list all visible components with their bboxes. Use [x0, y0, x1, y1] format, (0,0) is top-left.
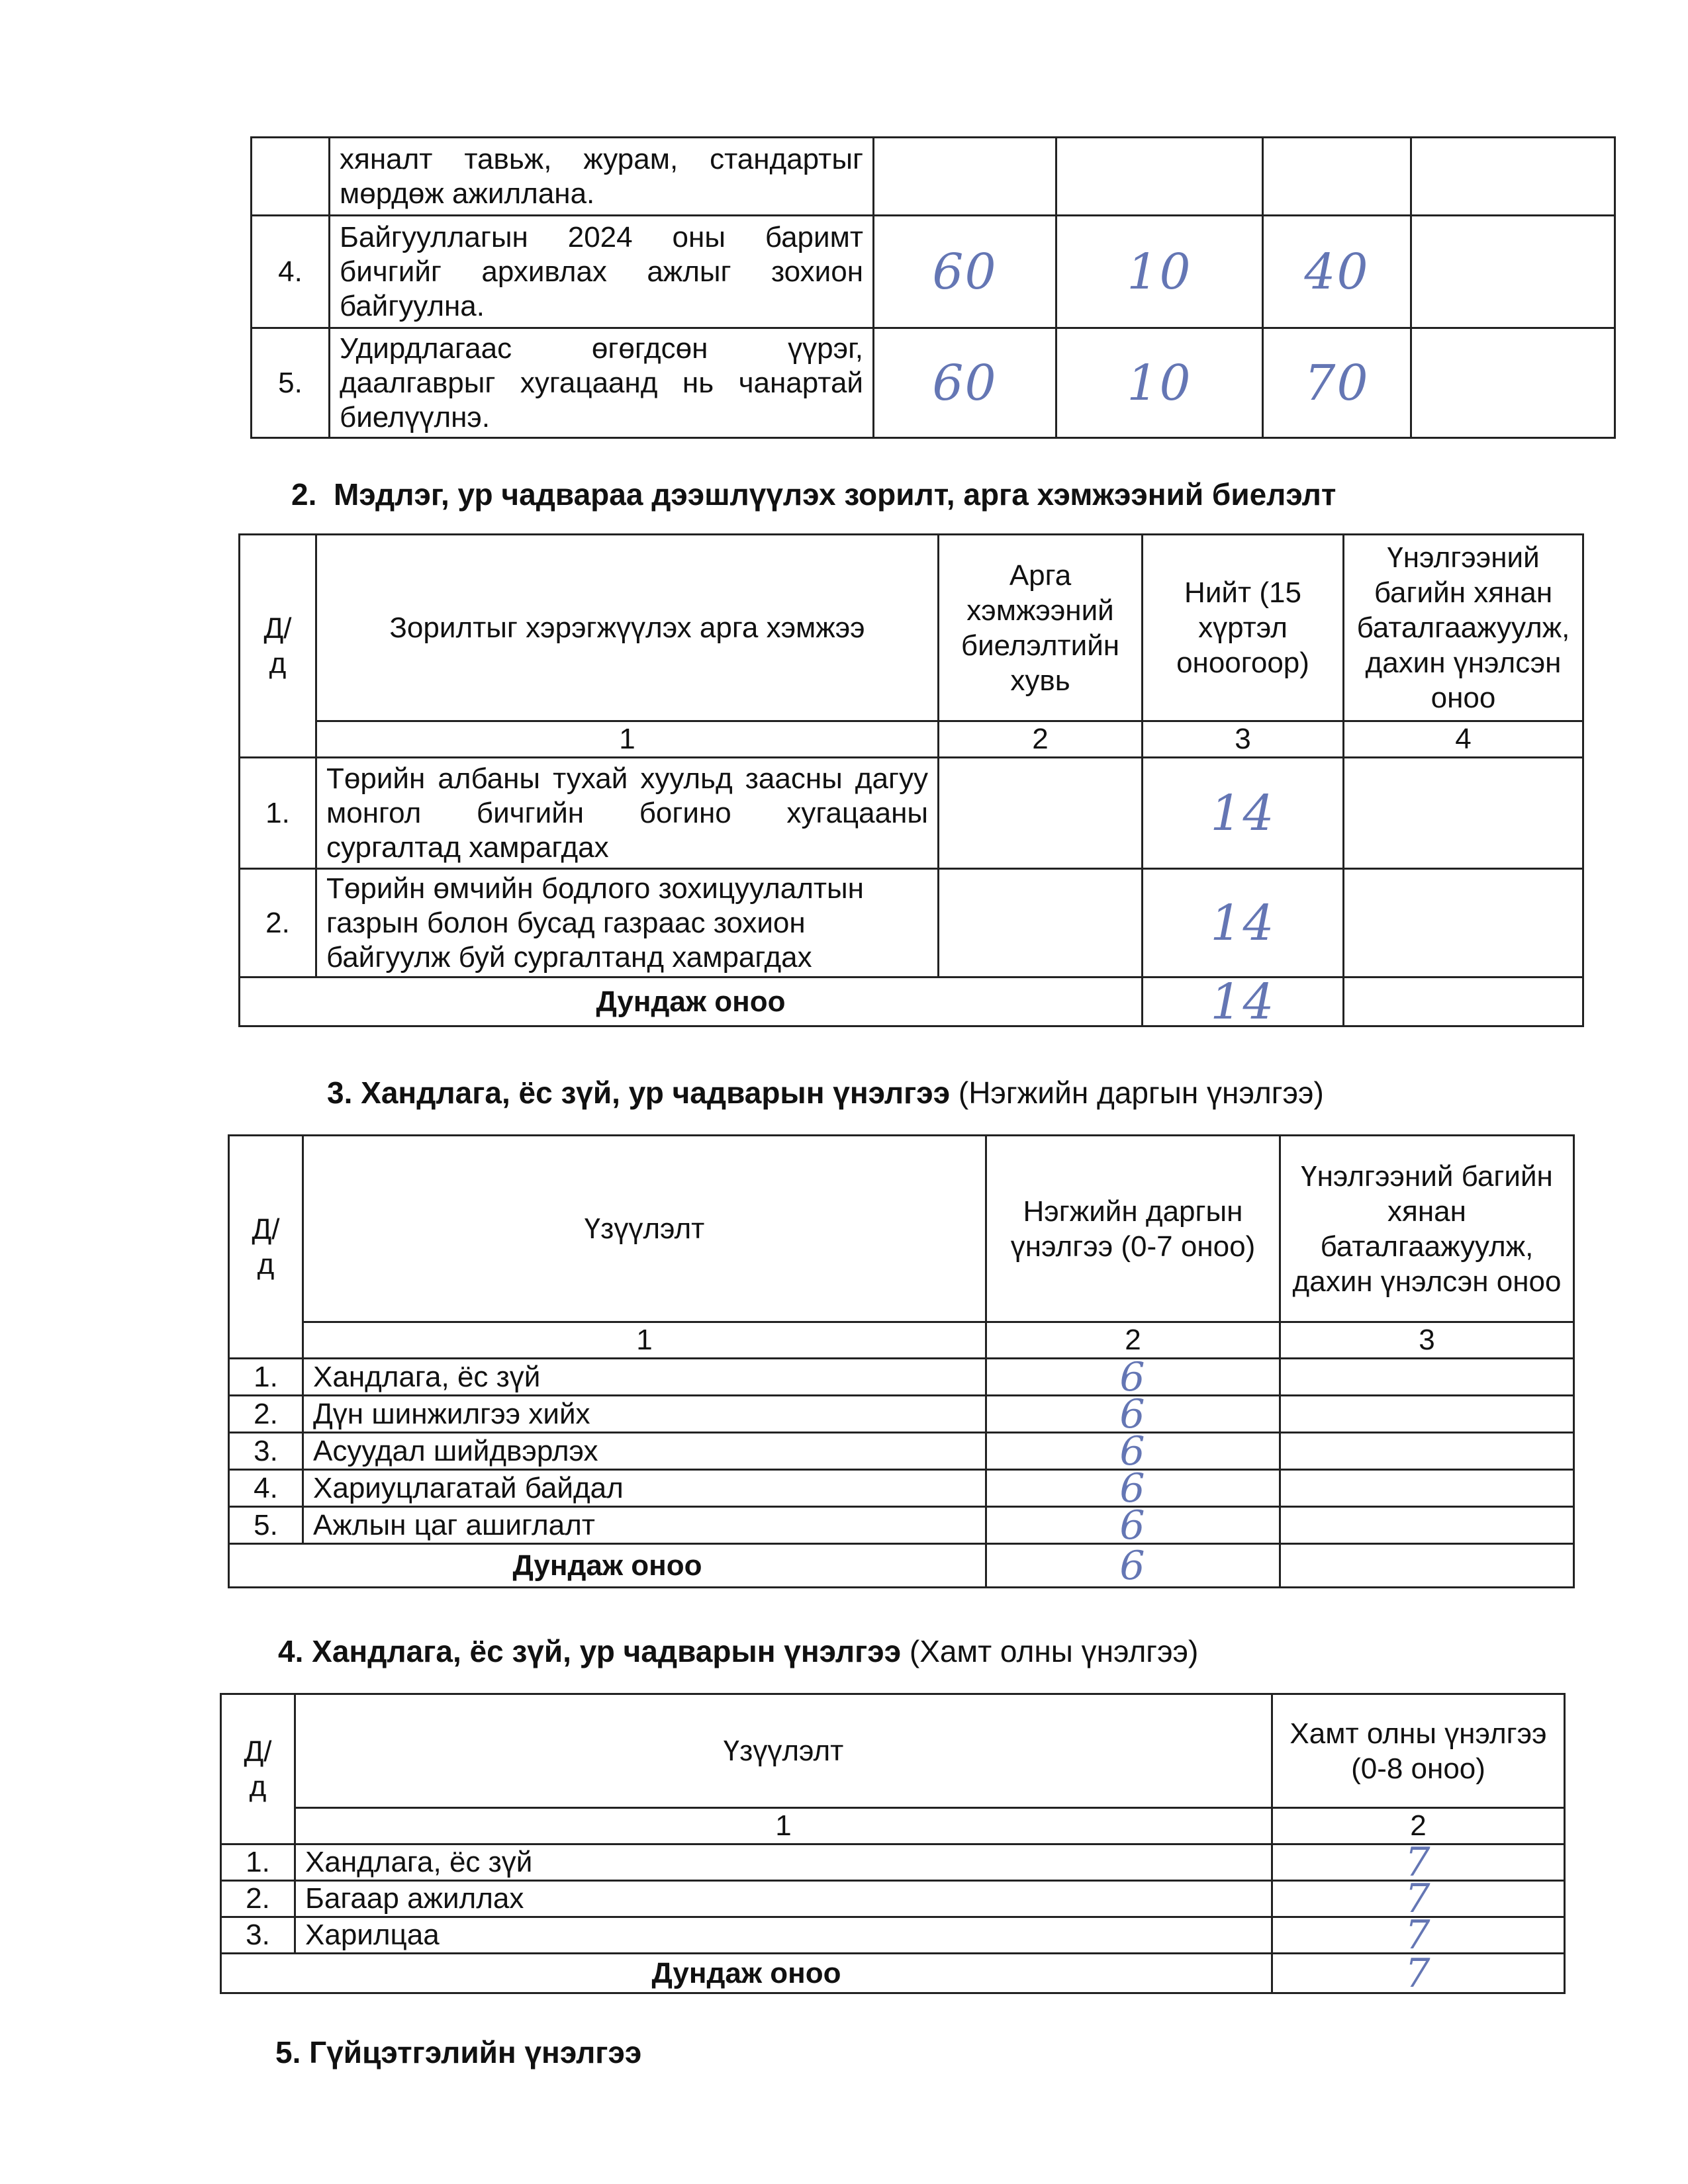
handwritten-average: 7: [1272, 1954, 1565, 1993]
table-row: [221, 1844, 1565, 1881]
handwritten-score: 60: [874, 328, 1056, 438]
goals-table-continued: [250, 136, 1616, 439]
handwritten-score: 6: [986, 1396, 1280, 1433]
header-row: [221, 1694, 1565, 1808]
handwritten-score: 10: [1056, 328, 1263, 438]
col-header-measure: Зорилтыг хэрэгжүүлэх арга хэмжээ: [316, 535, 939, 721]
section-2-title: Мэдлэг, ур чадвараа дээшлүүлэх зорилт, арга хэмжээний биелэлт: [333, 477, 1336, 512]
indicator-text: Ажлын цаг ашиглалт: [303, 1507, 986, 1544]
score-cell: [1056, 138, 1263, 216]
handwritten-score: 6: [986, 1359, 1280, 1396]
handwritten-score: 14: [1143, 869, 1344, 978]
table-row: [229, 1396, 1574, 1433]
average-row: [221, 1954, 1565, 1993]
average-label: Дундаж оноо: [240, 978, 1143, 1026]
indicator-text: Хариуцлагатай байдал: [303, 1470, 986, 1507]
row-number: 3.: [229, 1433, 303, 1470]
col-index: 1: [303, 1322, 986, 1359]
empty-cell: [1344, 978, 1583, 1026]
col-index: 3: [1280, 1322, 1574, 1359]
indicator-text: Хандлага, ёс зүй: [295, 1844, 1272, 1881]
col-header-indicator: Үзүүлэлт: [295, 1694, 1272, 1808]
handwritten-score: 14: [1143, 758, 1344, 869]
col-index: 3: [1143, 721, 1344, 758]
handwritten-score: 7: [1272, 1917, 1565, 1954]
col-index: 4: [1344, 721, 1583, 758]
goal-text: Байгууллагын 2024 оны баримт бичгийг архивлах ажлыг зохион байгуулна.: [330, 216, 874, 328]
handwritten-score: 7: [1272, 1844, 1565, 1881]
table-row: [240, 758, 1583, 869]
goal-text: Удирдлагаас өгөгдсөн үүрэг, даалгаврыг хугацаанд нь чанартай биелүүлнэ.: [330, 328, 874, 438]
col-header-dd: Д/ д: [221, 1694, 295, 1844]
handwritten-score: 10: [1056, 216, 1263, 328]
team-score-cell: [1344, 869, 1583, 978]
supervisor-evaluation-table: [228, 1134, 1575, 1588]
section-5-title: 5. Гүйцэтгэлийн үнэлгээ: [275, 2035, 642, 2070]
index-row: [221, 1808, 1565, 1844]
measure-text: Төрийн албаны тухай хуульд заасны дагуу монгол бичгийн богино хугацааны сургалтад хамрагдах: [316, 758, 939, 869]
table-row: [229, 1507, 1574, 1544]
empty-cell: [1411, 216, 1615, 328]
indicator-text: Дүн шинжилгээ хийх: [303, 1396, 986, 1433]
col-header-percent: Арга хэмжээний биелэлтийн хувь: [939, 535, 1143, 721]
row-number: 1.: [229, 1359, 303, 1396]
col-index: 2: [939, 721, 1143, 758]
index-row: [240, 721, 1583, 758]
average-label: Дундаж оноо: [229, 1544, 986, 1588]
table-row: [252, 138, 1615, 216]
section-2-heading: [291, 477, 1336, 512]
handwritten-score: 70: [1263, 328, 1411, 438]
row-number: 1.: [221, 1844, 295, 1881]
index-row: [229, 1322, 1574, 1359]
team-score-cell: [1344, 758, 1583, 869]
header-row: [240, 535, 1583, 721]
table-row: [221, 1917, 1565, 1954]
goal-text: хяналт тавьж, журам, стандартыг мөрдөж ажиллана.: [330, 138, 874, 216]
section-3-heading: [327, 1075, 1324, 1111]
handwritten-score: 60: [874, 216, 1056, 328]
handwritten-score: 6: [986, 1507, 1280, 1544]
section-3-note: (Нэгжийн даргын үнэлгээ): [958, 1075, 1324, 1110]
indicator-text: Хандлага, ёс зүй: [303, 1359, 986, 1396]
indicator-text: Харилцаа: [295, 1917, 1272, 1954]
average-row: [240, 978, 1583, 1026]
score-cell: [1263, 138, 1411, 216]
row-number: 5.: [229, 1507, 303, 1544]
empty-cell: [1280, 1359, 1574, 1396]
table-row: [221, 1881, 1565, 1917]
row-number: 1.: [240, 758, 316, 869]
row-number: 2.: [229, 1396, 303, 1433]
col-header-indicator: Үзүүлэлт: [303, 1136, 986, 1322]
handwritten-average: 6: [986, 1544, 1280, 1588]
row-number: [252, 138, 330, 216]
row-number: 4.: [252, 216, 330, 328]
table-row: [252, 216, 1615, 328]
col-header-team: Хамт олны үнэлгээ (0-8 оноо): [1272, 1694, 1565, 1808]
percent-cell: [939, 758, 1143, 869]
handwritten-score: 40: [1263, 216, 1411, 328]
section-2-number: 2.: [291, 477, 317, 512]
col-header-team-score: Үнэлгээний багийн хянан баталгаажуулж, дахин үнэлсэн оноо: [1344, 535, 1583, 721]
knowledge-table: [238, 533, 1584, 1030]
empty-cell: [1280, 1544, 1574, 1588]
indicator-text: Багаар ажиллах: [295, 1881, 1272, 1917]
table-row: [252, 328, 1615, 438]
table-row: [240, 869, 1583, 978]
empty-cell: [1280, 1396, 1574, 1433]
average-label: Дундаж оноо: [221, 1954, 1272, 1993]
col-header-dd: Д/ д: [240, 535, 316, 758]
col-index: 2: [1272, 1808, 1565, 1844]
col-index: 2: [986, 1322, 1280, 1359]
row-number: 5.: [252, 328, 330, 438]
measure-text: Төрийн өмчийн бодлого зохицуулалтын газрын болон бусад газраас зохион байгуулж буй сургалтанд хамрагдах: [316, 869, 939, 978]
handwritten-score: 6: [986, 1433, 1280, 1470]
percent-cell: [939, 869, 1143, 978]
table-row: [229, 1470, 1574, 1507]
score-cell: [874, 138, 1056, 216]
header-row: [229, 1136, 1574, 1322]
empty-cell: [1411, 328, 1615, 438]
col-index: 1: [316, 721, 939, 758]
row-number: 2.: [240, 869, 316, 978]
handwritten-average: 14: [1143, 978, 1344, 1026]
col-index: 1: [295, 1808, 1272, 1844]
table-row: [229, 1359, 1574, 1396]
col-header-total: Нийт (15 хүртэл оноогоор): [1143, 535, 1344, 721]
empty-cell: [1280, 1470, 1574, 1507]
empty-cell: [1411, 138, 1615, 216]
section-4-heading: [278, 1633, 1198, 1669]
col-header-dd: Д/ д: [229, 1136, 303, 1359]
indicator-text: Асуудал шийдвэрлэх: [303, 1433, 986, 1470]
average-row: [229, 1544, 1574, 1588]
row-number: 4.: [229, 1470, 303, 1507]
section-3-title: 3. Хандлага, ёс зүй, ур чадварын үнэлгээ: [327, 1075, 951, 1110]
handwritten-score: 6: [986, 1470, 1280, 1507]
row-number: 2.: [221, 1881, 295, 1917]
table-row: [229, 1433, 1574, 1470]
section-4-title: 4. Хандлага, ёс зүй, ур чадварын үнэлгээ: [278, 1634, 902, 1668]
section-5-heading: [275, 2034, 641, 2070]
row-number: 3.: [221, 1917, 295, 1954]
col-header-team-score: Үнэлгээний багийн хянан баталгаажуулж, дахин үнэлсэн оноо: [1280, 1136, 1574, 1322]
empty-cell: [1280, 1433, 1574, 1470]
handwritten-score: 7: [1272, 1881, 1565, 1917]
empty-cell: [1280, 1507, 1574, 1544]
section-4-note: (Хамт олны үнэлгээ): [909, 1634, 1199, 1668]
team-evaluation-table: [220, 1693, 1566, 1997]
col-header-supervisor: Нэгжийн даргын үнэлгээ (0-7 оноо): [986, 1136, 1280, 1322]
